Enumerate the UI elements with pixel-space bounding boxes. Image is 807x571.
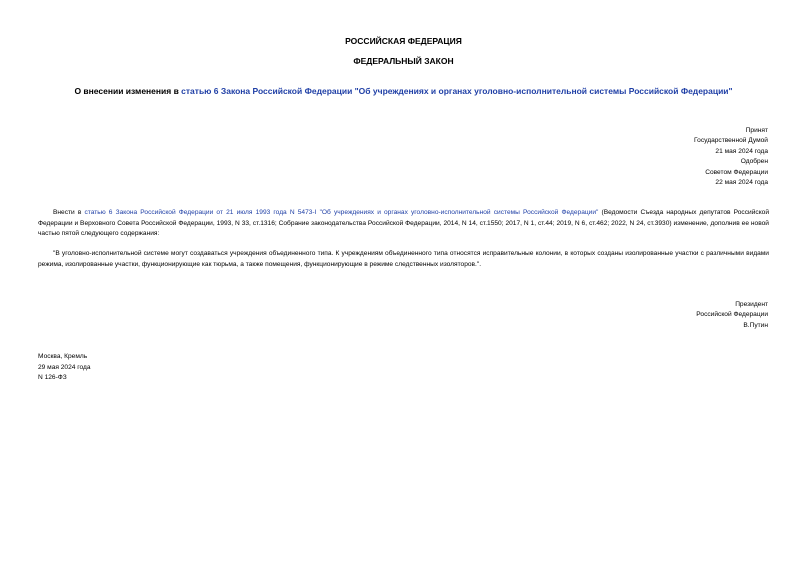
law-title-prefix: О внесении изменения в (74, 86, 182, 96)
adoption-duma-date: 21 мая 2024 года (715, 147, 768, 155)
signature-title: Президент (735, 301, 768, 308)
law-title-link[interactable]: статью 6 Закона Российской Федерации "Об учреждениях и органах уголовно-исполнительной системы Российской Федерации" (181, 86, 733, 96)
law-title (20, 86, 787, 97)
new-part-paragraph: "В уголовно-исполнительной системе могут создаваться учреждения объединенного типа. К учреждениям объединенного типа относятся исправительные колонии, в которых созданы изолированные участки с различными видами режима, изолированные участки, функционирующие как тюрьма, а также помещения, функционирующие в режиме следственных изоляторов.". (38, 250, 769, 268)
amendment-paragraph (38, 208, 769, 240)
footer-date: 29 мая 2024 года (38, 363, 91, 371)
adoption-accepted: Принят (745, 127, 768, 134)
footer-place: Москва, Кремль (38, 353, 88, 360)
adoption-block (694, 126, 768, 188)
law-type-heading: ФЕДЕРАЛЬНЫЙ ЗАКОН (353, 56, 454, 66)
adoption-council-date: 22 мая 2024 года (715, 179, 768, 187)
amendment-rest: (Ведомости Съезда народных депутатов Российской Федерации и Верховного Совета Российской Федерации, 1993, N 33, ст.1316; Собрание законодательства Российской Федерации, 2014, N 14, ст.1550; 2017, N 1, ст.44; 2019, N 6, ст.462; 2022, N 24, ст.3930) изменение, дополнив ее новой частью пятой следующего содержания: (38, 209, 769, 237)
footer-number: N 126-ФЗ (38, 374, 67, 381)
signature-block (696, 300, 768, 331)
amendment-law-link[interactable]: статью 6 Закона Российской Федерации от 21 июля 1993 года N 5473-I "Об учреждениях и органах уголовно-исполнительной системы Российской Федерации" (84, 209, 599, 216)
amendment-prefix: Внести в (53, 209, 85, 216)
signature-country: Российской Федерации (696, 311, 768, 319)
adoption-council: Советом Федерации (705, 168, 768, 176)
federation-heading: РОССИЙСКАЯ ФЕДЕРАЦИЯ (345, 36, 462, 46)
footer-block (38, 352, 91, 384)
signature-name: В.Путин (743, 321, 768, 329)
adoption-approved: Одобрен (740, 158, 768, 166)
adoption-duma: Государственной Думой (694, 137, 768, 145)
